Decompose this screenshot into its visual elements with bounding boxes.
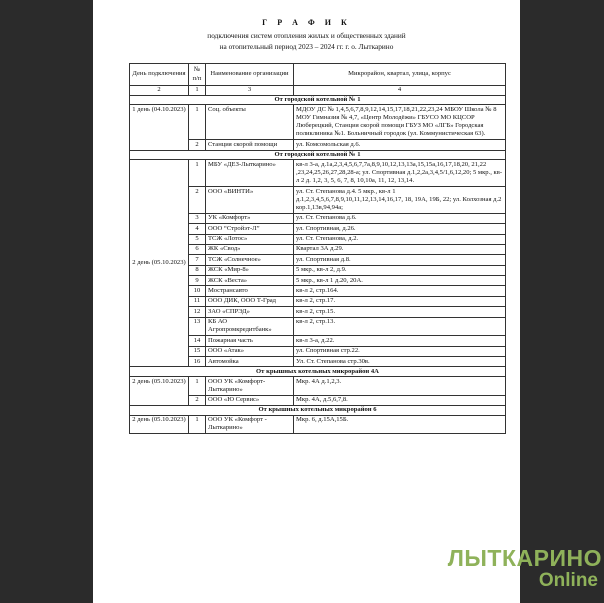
organization-cell: ООО “Стройэт-Л”	[206, 224, 294, 234]
column-number: 3	[206, 86, 294, 96]
section-title: От крышных котельных микрорайон 4А	[130, 367, 506, 377]
section-header-row	[130, 405, 506, 415]
site-watermark	[448, 545, 602, 592]
row-number-cell: 16	[189, 357, 206, 367]
row-number-cell: 13	[189, 317, 206, 336]
day-cell: 2 день (05.10.2023)	[130, 160, 189, 367]
organization-cell: Пожарная часть	[206, 336, 294, 346]
address-cell: МДОУ ДС № 1,4,5,6,7,8,9,12,14,15,17,18,21,22,23,24 МБОУ Школа № 8 МОУ Гимназия № 4,7, «Центр Молодёжи» ГБУСО МО КЦСОР Люберецкий, Станция скорой помощи ГБУЗ МО «ЛГБ» Городская поликлиника №1. Больничный городок (ул. Коммунистическая 63).	[294, 105, 506, 140]
row-number-cell: 11	[189, 296, 206, 306]
row-number-cell: 2	[189, 140, 206, 150]
watermark-line-2: Online	[538, 570, 598, 591]
organization-cell: ООО ДИК, ООО Т-Град	[206, 296, 294, 306]
row-number-cell: 5	[189, 234, 206, 244]
row-number-cell: 14	[189, 336, 206, 346]
table-row	[130, 415, 506, 434]
header-organization: Наименование организации	[206, 64, 294, 86]
header-address: Микрорайон, квартал, улица, корпус	[294, 64, 506, 86]
organization-cell: ЗАО «СПРЭД»	[206, 307, 294, 317]
address-cell: Квартал 3А д.29.	[294, 244, 506, 254]
column-number: 2	[130, 86, 189, 96]
document-subtitle-line-1: подключения систем отопления жилых и общественных зданий	[207, 31, 406, 40]
section-header-row	[130, 95, 506, 105]
address-cell: кв-л 2, стр.164.	[294, 286, 506, 296]
column-number: 4	[294, 86, 506, 96]
document-title: Г Р А Ф И К	[262, 18, 351, 27]
watermark-line-1: ЛЫТКАРИНО	[447, 545, 602, 571]
row-number-cell: 1	[189, 105, 206, 140]
organization-cell: ООО УК «Комфорт - Лыткарино»	[206, 415, 294, 434]
organization-cell: ООО «ВИНТИ»	[206, 186, 294, 213]
row-number-cell: 2	[189, 395, 206, 405]
address-cell: кв-л 3-а, д.1а,2,3,4,5,6,7,7а,8,9,10,12,13,13а,15,15а,16,17,18,20, 21,22 ,23,24,25,26,27,28,28-а; ул. Спортивная д.1,2,2а,3,4,5/1,6,12,20; 5 мкр., кв-л 2 д. 1,2, 3, 5, 6, 7, 8, 10,10а, 11, 12, 13,14.	[294, 160, 506, 187]
address-cell: 5 мкр., кв-л 1 д.20, 20А.	[294, 276, 506, 286]
organization-cell: ЖК «Свод»	[206, 244, 294, 254]
column-number-row	[130, 86, 506, 96]
address-cell: ул. Спортивная д.8.	[294, 255, 506, 265]
row-number-cell: 1	[189, 415, 206, 434]
organization-cell: МБУ «ДЕЗ-Лыткарино»	[206, 160, 294, 187]
row-number-cell: 10	[189, 286, 206, 296]
row-number-cell: 3	[189, 213, 206, 223]
row-number-cell: 1	[189, 160, 206, 187]
row-number-cell: 2	[189, 186, 206, 213]
organization-cell: Соц. объекты	[206, 105, 294, 140]
row-number-cell: 9	[189, 276, 206, 286]
address-cell: кв-л 2, стр.17.	[294, 296, 506, 306]
section-header-row	[130, 367, 506, 377]
address-cell: Мкр. 6, д.15А,15Б.	[294, 415, 506, 434]
header-day: День подключения	[130, 64, 189, 86]
schedule-table	[129, 63, 506, 434]
row-number-cell: 1	[189, 376, 206, 395]
address-cell: кв-л 2, стр.13.	[294, 317, 506, 336]
address-cell: ул. Спортивная стр.22.	[294, 346, 506, 356]
organization-cell: ТСЖ «Солнечное»	[206, 255, 294, 265]
section-title: От городской котельной № 1	[130, 95, 506, 105]
address-cell: ул. Спортивная, д.26.	[294, 224, 506, 234]
organization-cell: ООО «Ю Сервис»	[206, 395, 294, 405]
organization-cell: ООО УК «Комфорт-Лыткарино»	[206, 376, 294, 395]
section-header-row	[130, 150, 506, 160]
section-title: От городской котельной № 1	[130, 150, 506, 160]
column-number: 1	[189, 86, 206, 96]
day-cell: 2 день (05.10.2023)	[130, 415, 189, 434]
address-cell: Мкр. 4А д.1,2,3.	[294, 376, 506, 395]
address-cell: ул. Ст. Степанова, д.2.	[294, 234, 506, 244]
address-cell: ул. Ст. Степанова д.4. 5 мкр., кв-л 1 д.1,2,3,4,5,6,7,8,9,10,11,12,13,14,16,17, 18, 19А, 19Б, 22; ул. Колхозная д.2 кор.1,13в,94,94а;	[294, 186, 506, 213]
day-cell: 1 день (04.10.2023)	[130, 105, 189, 150]
day-cell: 2 день (05.10.2023)	[130, 376, 189, 405]
organization-cell: ЖСК «Веста»	[206, 276, 294, 286]
document-subtitle-line-2: на отопительный период 2023 – 2024 гг. г. о. Лыткарино	[219, 42, 394, 51]
address-cell: Мкр. 4А, д.5,6,7,8.	[294, 395, 506, 405]
address-cell: ул. Комсомольская д.6.	[294, 140, 506, 150]
organization-cell: ТСЖ «Лотос»	[206, 234, 294, 244]
organization-cell: Автомойка	[206, 357, 294, 367]
address-cell: кв-л 3-а, д.22.	[294, 336, 506, 346]
address-cell: Ул. Ст. Степанова стр.30в.	[294, 357, 506, 367]
table-header-row	[130, 64, 506, 86]
header-number: № п/п	[189, 64, 206, 86]
address-cell: 5 мкр., кв-л 2, д.9.	[294, 265, 506, 275]
organization-cell: КБ АО Агропромкредитбанк»	[206, 317, 294, 336]
document-page	[93, 0, 520, 603]
address-cell: кв-л 2, стр.15.	[294, 307, 506, 317]
row-number-cell: 7	[189, 255, 206, 265]
organization-cell: УК «Комфорт»	[206, 213, 294, 223]
address-cell: ул. Ст. Степанова д.6.	[294, 213, 506, 223]
section-title: От крышных котельных микрорайон 6	[130, 405, 506, 415]
organization-cell: ЖСК «Мир-8»	[206, 265, 294, 275]
table-body	[130, 86, 506, 434]
row-number-cell: 12	[189, 307, 206, 317]
row-number-cell: 15	[189, 346, 206, 356]
table-row	[130, 105, 506, 140]
table-row	[130, 160, 506, 187]
row-number-cell: 6	[189, 244, 206, 254]
organization-cell: Мострансавто	[206, 286, 294, 296]
organization-cell: Станция скорой помощи	[206, 140, 294, 150]
table-row	[130, 376, 506, 395]
row-number-cell: 4	[189, 224, 206, 234]
organization-cell: ООО «Атак»	[206, 346, 294, 356]
row-number-cell: 8	[189, 265, 206, 275]
